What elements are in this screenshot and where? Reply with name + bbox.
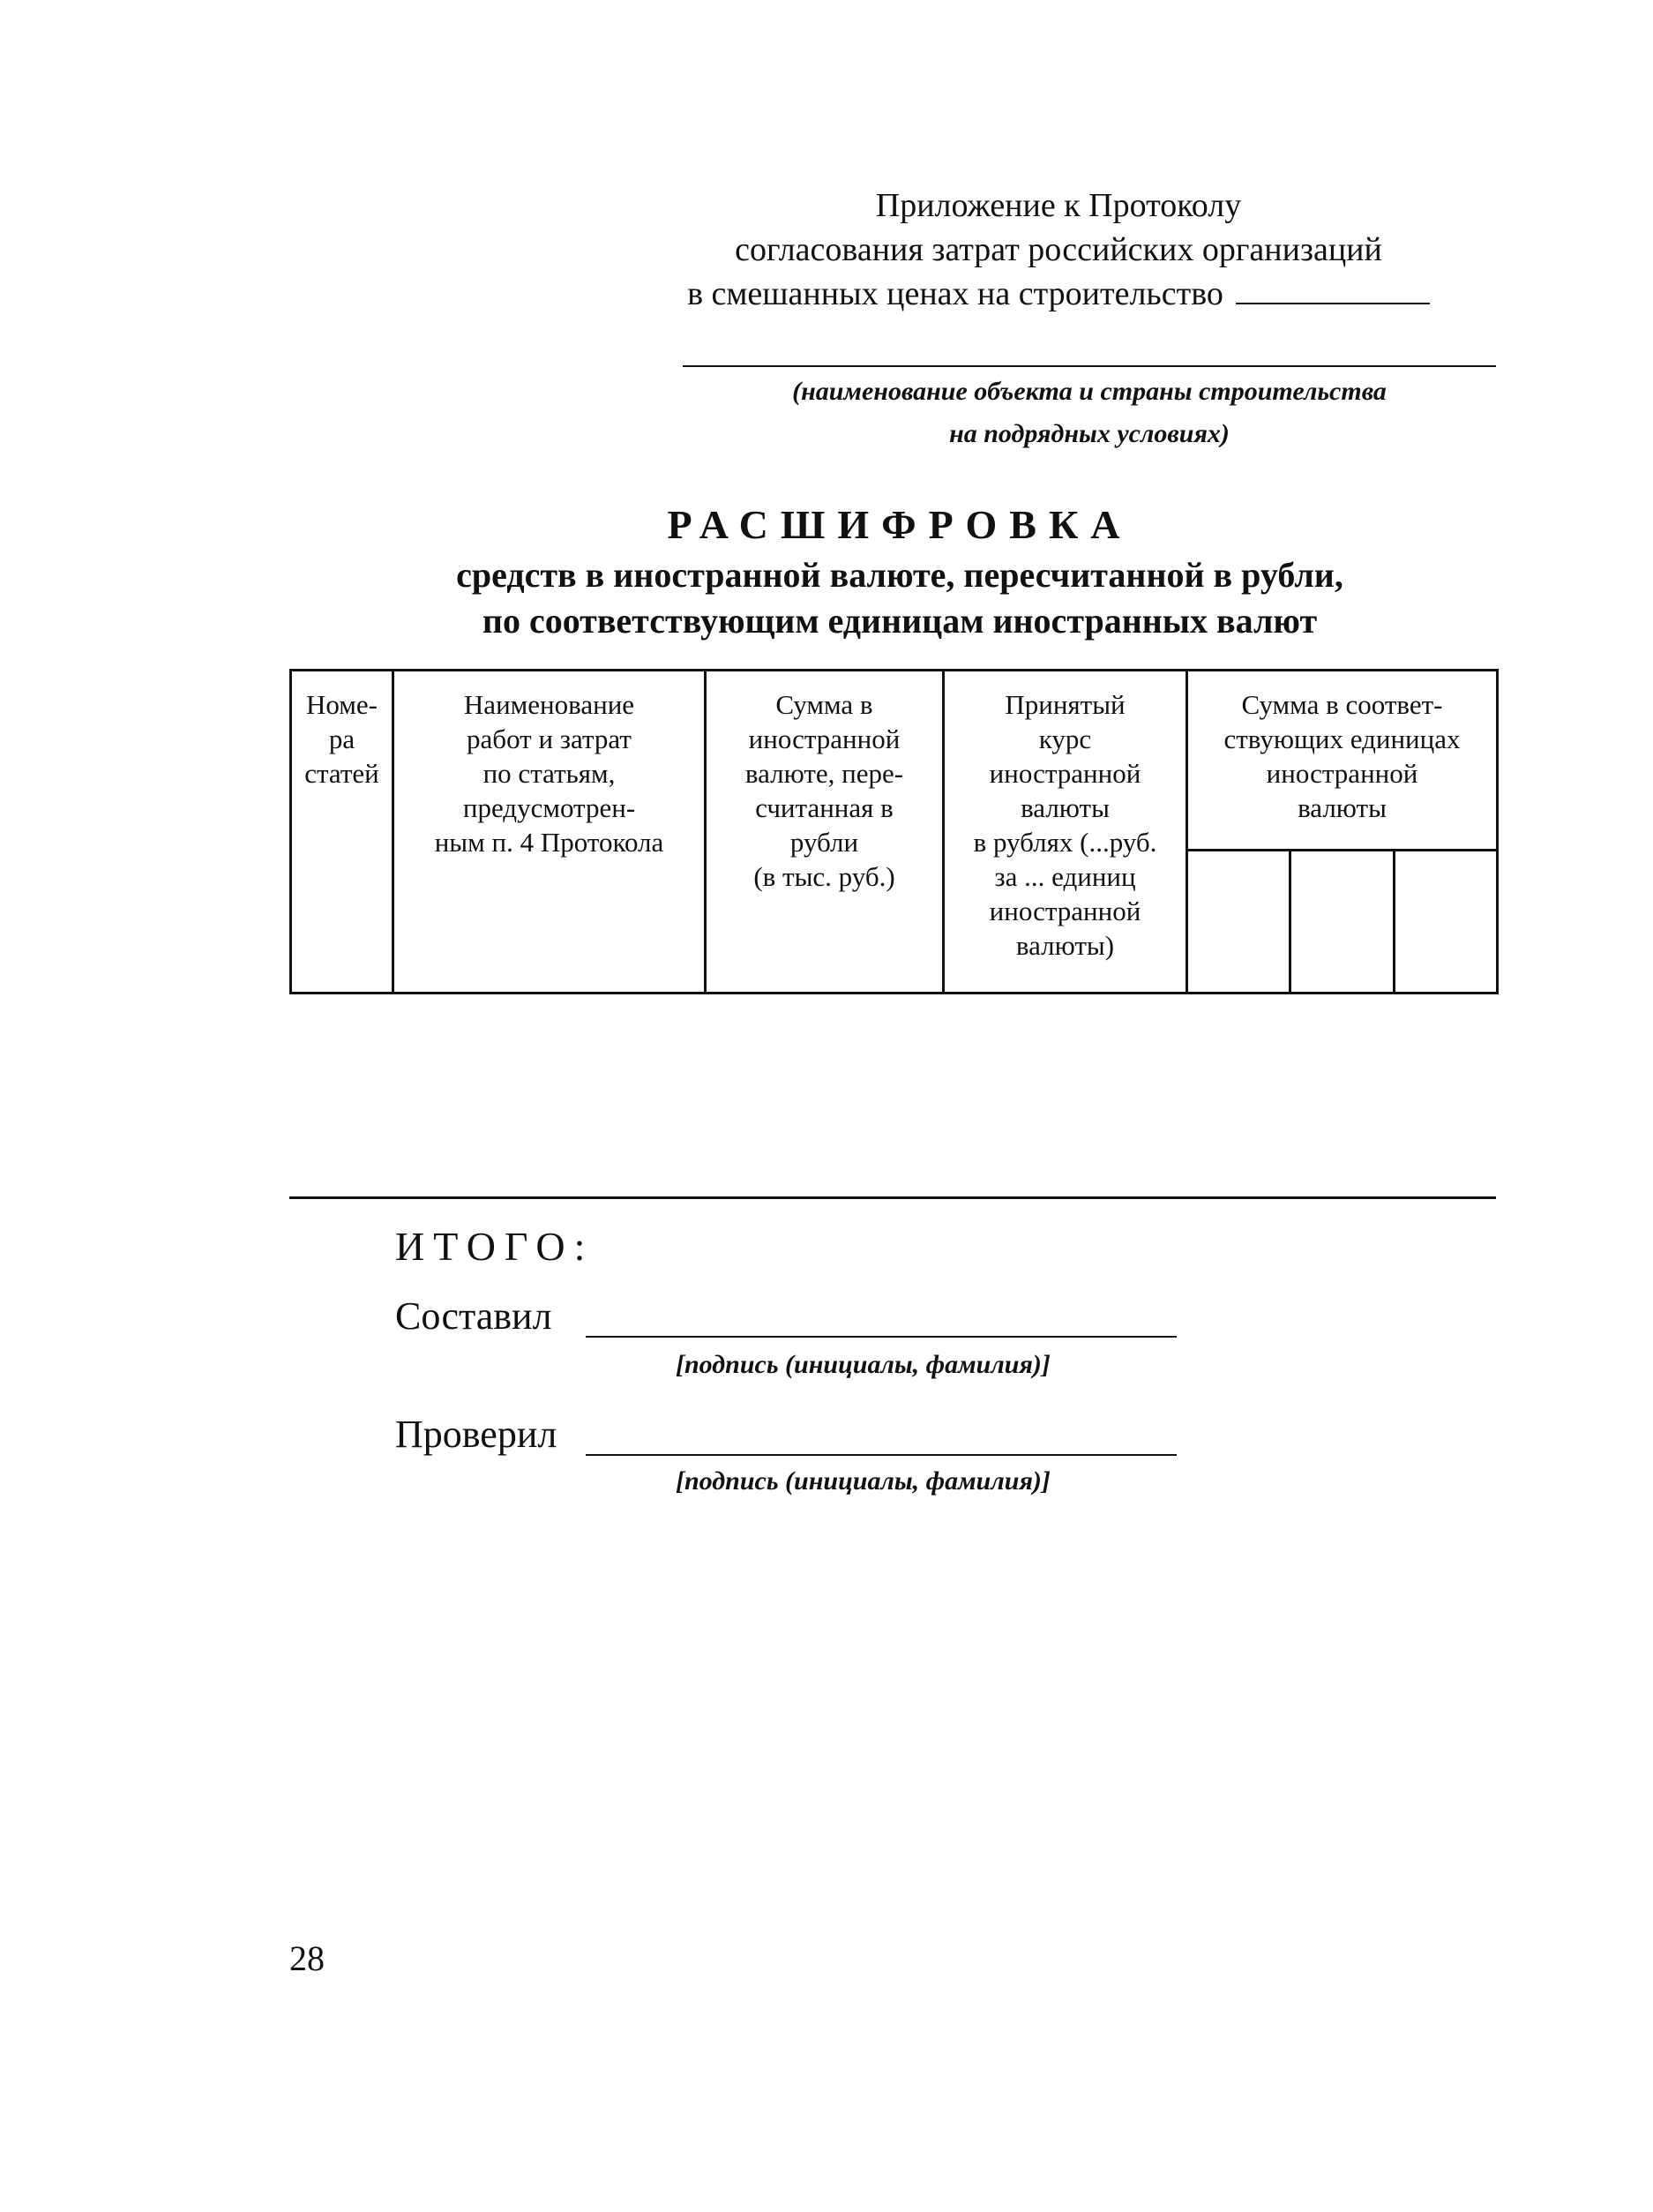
compiled-signature-field[interactable] bbox=[586, 1334, 1177, 1338]
column-header-work-name bbox=[393, 671, 706, 994]
column-header-line: рубли bbox=[789, 827, 859, 858]
document-subtitle bbox=[291, 552, 1508, 644]
document-title: РАСШИФРОВКА bbox=[667, 502, 1133, 547]
page-number: 28 bbox=[289, 1938, 325, 1978]
object-name-field[interactable] bbox=[683, 365, 1496, 367]
total-divider bbox=[289, 1196, 1496, 1199]
column-header-line: иностранной bbox=[989, 896, 1141, 926]
compiled-label: Составил bbox=[395, 1294, 552, 1338]
appendix-line-2: согласования затрат российских организаций bbox=[735, 231, 1382, 268]
column-header-line: Номе- bbox=[306, 689, 378, 720]
object-caption-line-1: (наименование объекта и страны строительства bbox=[792, 377, 1387, 406]
column-header-line: иностранной bbox=[989, 758, 1141, 789]
appendix-line-1: Приложение к Протоколу bbox=[875, 187, 1242, 224]
column-header-line: валюты bbox=[1021, 792, 1110, 823]
column-header-line: валюты bbox=[1298, 792, 1387, 823]
appendix-line-3 bbox=[617, 272, 1500, 316]
column-header-line: ным п. 4 Протокола bbox=[434, 827, 664, 858]
total-label: ИТОГО: bbox=[395, 1224, 595, 1269]
currency-subcolumn-2[interactable] bbox=[1290, 851, 1395, 994]
column-header-exchange-rate bbox=[944, 671, 1187, 994]
column-header-line: предусмотрен- bbox=[462, 792, 636, 823]
column-header-line: курс bbox=[1038, 724, 1092, 754]
column-header-line: по статьям, bbox=[482, 758, 616, 789]
checked-caption: [подпись (инициалы, фамилия)] bbox=[676, 1466, 1051, 1496]
column-header-line: Принятый bbox=[1005, 689, 1126, 720]
construction-blank-field[interactable] bbox=[1236, 276, 1430, 304]
breakdown-table bbox=[289, 669, 1496, 992]
currency-subcolumn-3[interactable] bbox=[1395, 851, 1498, 994]
column-header-line: в рублях (...руб. bbox=[973, 827, 1157, 858]
column-header-line: валюты) bbox=[1015, 930, 1115, 961]
appendix-line-3-text: в смешанных ценах на строительство bbox=[687, 275, 1223, 312]
column-header-line: за ... единиц bbox=[994, 861, 1136, 892]
column-header-foreign-currency-units bbox=[1187, 671, 1498, 851]
checked-label: Проверил bbox=[395, 1413, 557, 1456]
compiled-caption: [подпись (инициалы, фамилия)] bbox=[676, 1350, 1051, 1379]
checked-signature-field[interactable] bbox=[586, 1452, 1177, 1456]
object-name-caption bbox=[683, 371, 1496, 455]
column-header-line: статей bbox=[304, 758, 379, 789]
column-header-foreign-sum-rub bbox=[706, 671, 944, 994]
column-header-line: иностранной bbox=[1266, 758, 1418, 789]
object-caption-line-2: на подрядных условиях) bbox=[949, 419, 1230, 448]
currency-subcolumn-1[interactable] bbox=[1187, 851, 1290, 994]
column-header-line: Наименование bbox=[463, 689, 635, 720]
column-header-line: работ и затрат bbox=[467, 724, 632, 754]
column-header-line: считанная в bbox=[755, 792, 894, 823]
column-header-line: иностранной bbox=[748, 724, 901, 754]
column-header-article-numbers bbox=[291, 671, 393, 994]
column-header-line: ствующих единицах bbox=[1223, 724, 1461, 754]
column-header-line: валюте, пере- bbox=[744, 758, 904, 789]
column-header-line: (в тыс. руб.) bbox=[753, 861, 895, 892]
column-header-line: ра bbox=[328, 724, 355, 754]
subtitle-line-2: по соответствующим единицам иностранных валют bbox=[482, 601, 1318, 641]
subtitle-line-1: средств в иностранной валюте, пересчитанной в рубли, bbox=[456, 555, 1343, 595]
column-header-line: Сумма в bbox=[775, 689, 873, 720]
column-header-line: Сумма в соответ- bbox=[1241, 689, 1443, 720]
appendix-header bbox=[617, 184, 1500, 316]
